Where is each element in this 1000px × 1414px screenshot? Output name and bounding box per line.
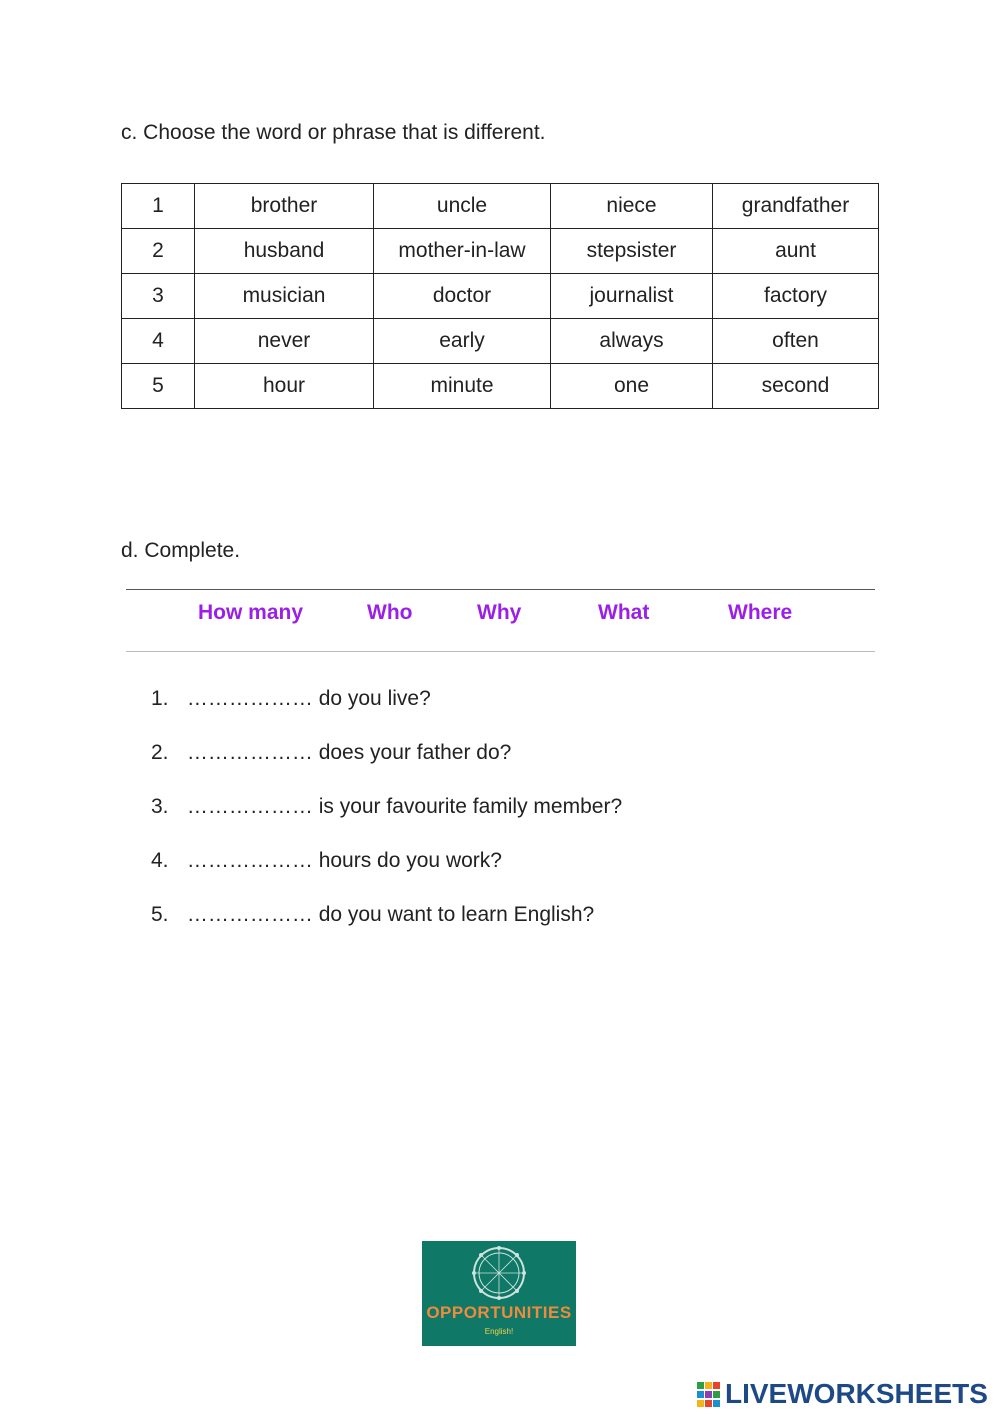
question-number: 1. bbox=[151, 687, 169, 710]
word-cell[interactable]: second bbox=[713, 364, 879, 409]
answer-blank[interactable]: ……………… bbox=[186, 741, 313, 764]
table-row bbox=[122, 229, 879, 274]
word-cell[interactable]: niece bbox=[551, 184, 713, 229]
question-list bbox=[151, 686, 622, 956]
answer-blank[interactable]: ……………… bbox=[186, 795, 313, 818]
word-cell[interactable]: brother bbox=[195, 184, 374, 229]
question-number: 5. bbox=[151, 903, 169, 926]
word-cell[interactable]: musician bbox=[195, 274, 374, 319]
word-cell[interactable]: uncle bbox=[374, 184, 551, 229]
word-cell[interactable]: hour bbox=[195, 364, 374, 409]
row-number: 4 bbox=[122, 319, 195, 364]
table-row bbox=[122, 274, 879, 319]
question-text: hours do you work? bbox=[318, 849, 502, 872]
table-row bbox=[122, 364, 879, 409]
word-cell[interactable]: husband bbox=[195, 229, 374, 274]
word-cell[interactable]: doctor bbox=[374, 274, 551, 319]
table-row bbox=[122, 319, 879, 364]
row-number: 5 bbox=[122, 364, 195, 409]
odd-one-out-table bbox=[121, 183, 879, 409]
word-bank-what[interactable]: What bbox=[598, 601, 650, 624]
word-cell[interactable]: factory bbox=[713, 274, 879, 319]
word-bank-how-many[interactable]: How many bbox=[198, 601, 304, 624]
row-number: 2 bbox=[122, 229, 195, 274]
brand-name: LIVEWORKSHEETS bbox=[725, 1378, 988, 1409]
answer-blank[interactable]: ……………… bbox=[186, 849, 313, 872]
word-bank-where[interactable]: Where bbox=[728, 601, 793, 624]
word-cell[interactable]: stepsister bbox=[551, 229, 713, 274]
word-cell[interactable]: mother-in-law bbox=[374, 229, 551, 274]
question-text: do you live? bbox=[318, 687, 431, 710]
question-number: 2. bbox=[151, 741, 169, 764]
question-text: is your favourite family member? bbox=[318, 795, 623, 818]
row-number: 1 bbox=[122, 184, 195, 229]
answer-blank[interactable]: ……………… bbox=[186, 687, 313, 710]
question-text: do you want to learn English? bbox=[318, 903, 595, 926]
word-bank-top-divider bbox=[126, 589, 875, 590]
liveworksheets-logo-icon bbox=[697, 1382, 721, 1408]
answer-blank[interactable]: ……………… bbox=[186, 903, 313, 926]
section-c-heading: c. Choose the word or phrase that is different. bbox=[121, 121, 546, 144]
section-d-heading: d. Complete. bbox=[121, 539, 241, 562]
ferris-wheel-icon bbox=[468, 1243, 530, 1305]
question-item bbox=[151, 686, 622, 740]
question-item bbox=[151, 740, 622, 794]
question-item bbox=[151, 848, 622, 902]
logo-title: OPPORTUNITIES bbox=[426, 1303, 572, 1322]
word-cell[interactable]: never bbox=[195, 319, 374, 364]
word-bank-bottom-divider bbox=[126, 651, 875, 652]
word-cell[interactable]: grandfather bbox=[713, 184, 879, 229]
table-row bbox=[122, 184, 879, 229]
word-cell[interactable]: journalist bbox=[551, 274, 713, 319]
opportunities-logo bbox=[422, 1241, 576, 1346]
word-cell[interactable]: often bbox=[713, 319, 879, 364]
word-cell[interactable]: early bbox=[374, 319, 551, 364]
logo-subtitle: English! bbox=[484, 1327, 514, 1336]
question-text: does your father do? bbox=[318, 741, 512, 764]
word-cell[interactable]: minute bbox=[374, 364, 551, 409]
word-bank-who[interactable]: Who bbox=[367, 601, 413, 624]
row-number: 3 bbox=[122, 274, 195, 319]
question-number: 4. bbox=[151, 849, 169, 872]
question-number: 3. bbox=[151, 795, 169, 818]
question-item bbox=[151, 902, 622, 956]
question-item bbox=[151, 794, 622, 848]
word-cell[interactable]: one bbox=[551, 364, 713, 409]
word-cell[interactable]: aunt bbox=[713, 229, 879, 274]
word-bank-why[interactable]: Why bbox=[477, 601, 522, 624]
word-cell[interactable]: always bbox=[551, 319, 713, 364]
